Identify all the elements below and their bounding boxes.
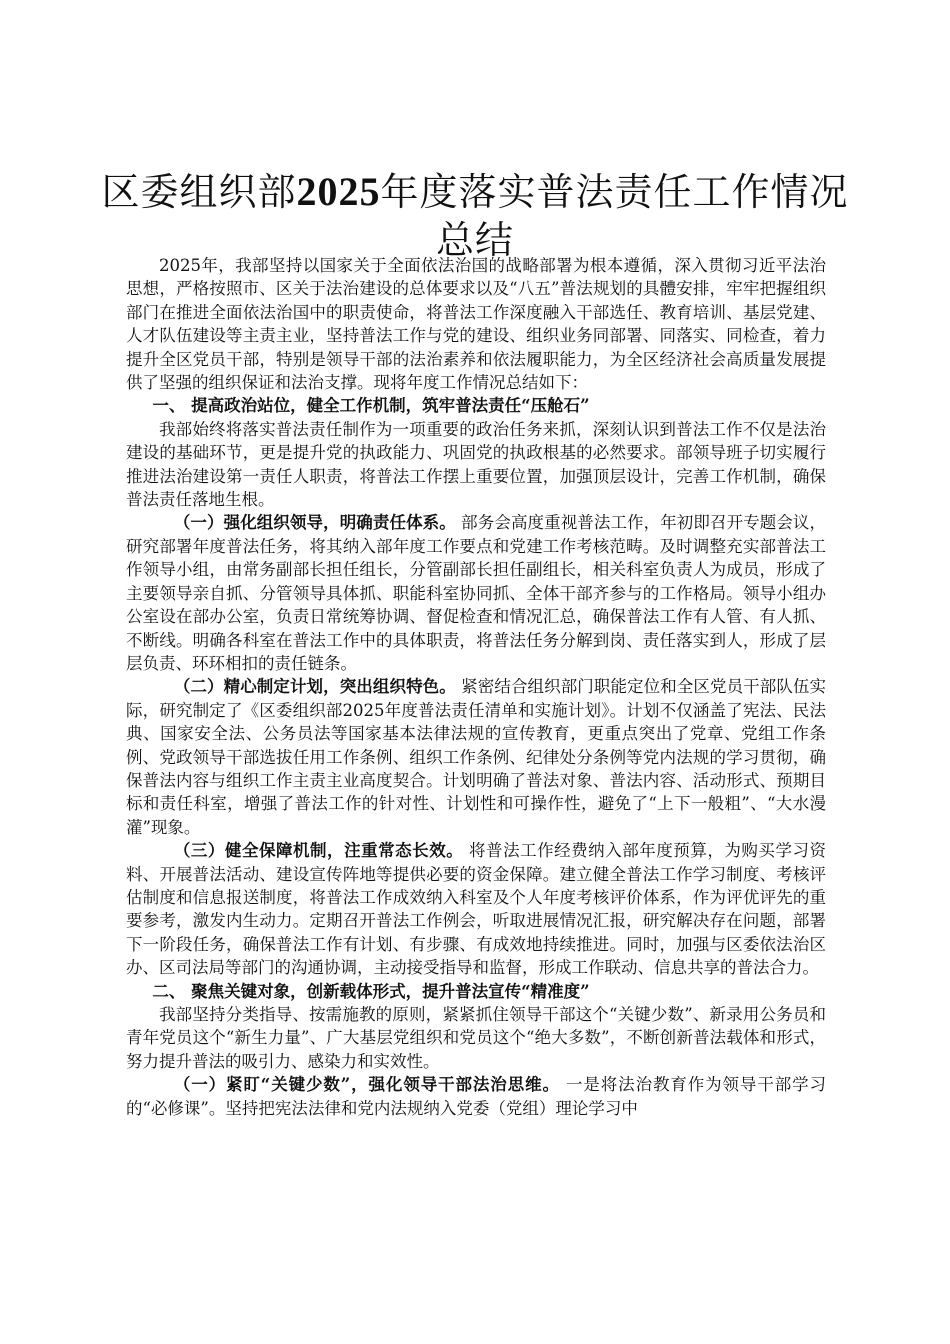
section2-heading: 二、 聚焦关键对象，创新载体形式，提升普法宣传“精准度” — [152, 981, 590, 1001]
paragraph-text: 部务会高度重视普法工作，年初即召开专题会议，研究部署年度普法任务，将其纳入部年度工作要点和党建工作考核范畴。及时调整充实部普法工作领导小组，由常务副部长担任组长，分管副部长担任副组长，相关科室负责人为成员，形成了主要领导亲自抓、分管领导具体抓、职能科室协同抓、全体干部齐参与的工作格局。领导小组办公室设在部办公室，负责日常统筹协调、督促检查和情况汇总，确保普法工作有人管、有人抓、不断线。明确各科室在普法工作中的具体职责，将普法任务分解到岗、责任落实到人，形成了层层负责、环环相扣的责任链条。 — [126, 513, 827, 673]
subheading: （二）精心制定计划，突出组织特色。 — [173, 677, 456, 697]
document-title-line1 — [100, 168, 850, 216]
section1-paragraph-1 — [126, 511, 826, 675]
subheading: （三）健全保障机制，注重常态长效。 — [173, 841, 464, 861]
paragraph-text: 将普法工作经费纳入部年度预算，为购买学习资料、开展普法活动、建设宣传阵地等提供必要的资金保障。建立健全普法工作学习制度、考核评估制度和信息报送制度，将普法工作成效纳入科室及个人年度考核评价体系，作为评优评先的重要参考，激发内生动力。定期召开普法工作例会，听取进展情况汇报，研究解决存在问题，部署下一阶段任务，确保普法工作有计划、有步骤、有成效地持续推进。同时，加强与区委依法治区办、区司法局等部门的沟通协调，主动接受指导和监督，形成工作联动、信息共享的普法合力。 — [126, 841, 826, 978]
subheading: （一）紧盯“关键少数”，强化领导干部法治思维。 — [173, 1075, 560, 1095]
section1-paragraph-2 — [126, 675, 826, 839]
section1-intro: 我部始终将落实普法责任制作为一项重要的政治任务来抓，深刻认识到普法工作不仅是法治建设的基础环节，更是提升党的执政能力、巩固党的执政根基的必然要求。部领导班子切实履行推进法治建设第一责任人职责，将普法工作摆上重要位置，加强顶层设计，完善工作机制，确保普法责任落地生根。 — [126, 419, 826, 510]
section2-paragraph-1 — [126, 1073, 826, 1120]
intro-paragraph: 2025年，我部坚持以国家关于全面依法治国的战略部署为根本遵循，深入贯彻习近平法治思想，严格按照市、区关于法治建设的总体要求以及“八五”普法规划的具體安排，牢牢把握组织部门在推进全面依法治国中的职责使命，将普法工作深度融入干部选任、教育培训、基层党建、人才队伍建设等主责主业，坚持普法工作与党的建设、组织业务同部署、同落实、同检查，着力提升全区党员干部，特别是领导干部的法治素养和依法履职能力，为全区经济社会高质量发展提供了坚强的组织保证和法治支撑。现将年度工作情况总结如下： — [126, 256, 826, 393]
section1-paragraph-3 — [126, 839, 826, 979]
paragraph-text: 紧密结合组织部门职能定位和全区党员干部队伍实际，研究制定了《区委组织部2025年度普法责任清单和实施计划》。计划不仅涵盖了宪法、民法典、国家安全法、公务员法等国家基本法律法规的宣传教育，更重点突出了党章、党组工作条例、党政领导干部选拔任用工作条例、组织工作条例、纪律处分条例等党内法规的学习贯彻，确保普法内容与组织工作主责主业高度契合。计划明确了普法对象、普法内容、活动形式、预期目标和责任科室，增强了普法工作的针对性、计划性和可操作性，避免了“上下一般粗”、“大水漫灌”现象。 — [126, 677, 827, 837]
title-suffix: 年度落实普法责任工作情况 — [380, 170, 849, 214]
document-title-line2: 总结 — [435, 218, 514, 262]
subheading: （一）强化组织领导，明确责任体系。 — [173, 513, 456, 533]
section1-heading: 一、 提高政治站位，健全工作机制，筑牢普法责任“压舱石” — [152, 396, 590, 416]
section2-intro: 我部坚持分类指导、按需施教的原则，紧紧抓住领导干部这个“关键少数”、新录用公务员和青年党员这个“新生力量”、广大基层党组织和党员这个“绝大多数”，不断创新普法载体和形式，努力提升普法的吸引力、感染力和实效性。 — [126, 1005, 826, 1071]
title-prefix: 区委组织部 — [101, 170, 297, 214]
document-body — [126, 254, 826, 1120]
paragraph-text: 一是将法治教育作为领导干部学习的“必修课”。坚持把宪法法律和党内法规纳入党委（党组）理论学习中 — [126, 1075, 826, 1118]
title-year: 2025 — [296, 169, 381, 214]
